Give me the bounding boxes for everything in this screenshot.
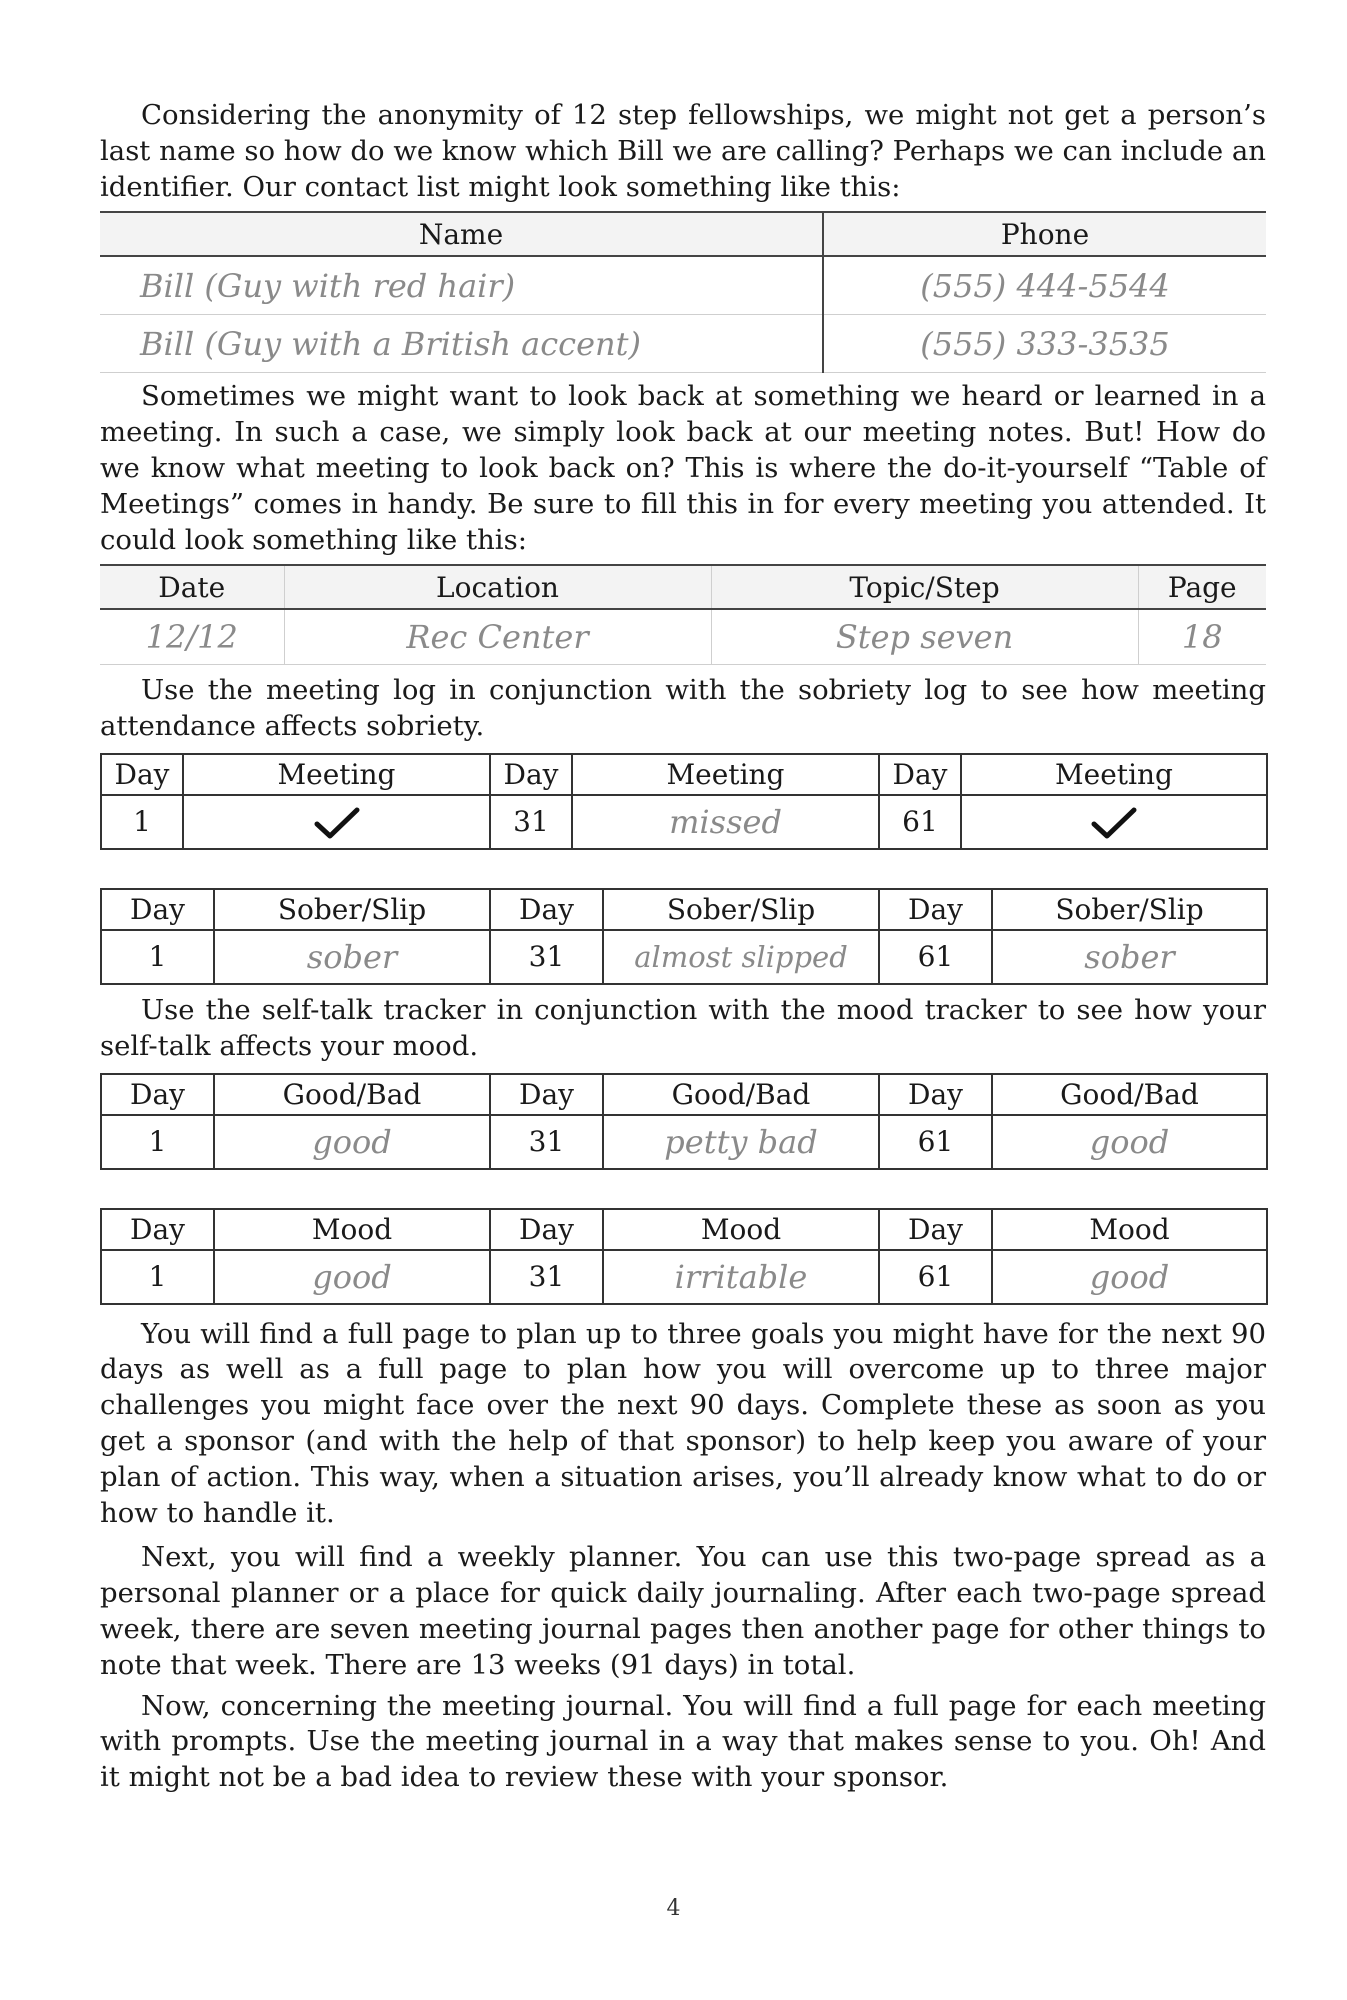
contact-name: Bill (Guy with red hair) [100,256,823,315]
day-header: Day [879,1074,992,1115]
meeting-topic: Step seven [711,609,1138,665]
contact-phone: (555) 333-3535 [823,315,1266,373]
mood-value: irritable [603,1250,879,1304]
day-header: Day [490,1074,603,1115]
day-header: Day [101,1209,214,1250]
day-value: 61 [879,1115,992,1169]
good-bad-header: Good/Bad [214,1074,490,1115]
meeting-log-paragraph: Use the meeting log in conjunction with the sobriety log to see how meeting attendance affects sobriety. [100,674,1266,743]
sobriety-value: sober [214,930,490,984]
contacts-table [100,211,1266,373]
day-value: 1 [101,795,183,849]
table-header-row [100,212,1266,256]
day-value: 61 [879,795,961,849]
day-header: Day [490,1209,603,1250]
day-value: 31 [490,795,572,849]
day-value: 31 [490,930,603,984]
checkmark-icon [314,806,360,840]
table-header-row [101,1074,1267,1115]
meeting-header: Meeting [183,754,490,795]
mood-header: Mood [992,1209,1267,1250]
date-header: Date [100,565,284,609]
table-row [100,315,1266,373]
day-value: 31 [490,1115,603,1169]
self-talk-value: good [214,1115,490,1169]
table-row [101,930,1267,984]
meeting-attended-cell [183,795,490,849]
intro-paragraph: Considering the anonymity of 12 step fellowships, we might not get a person’s last name so how do we know which Bill we are calling? Perhaps we can include an identifier. Our contact list might look something like this: [100,99,1266,203]
self-talk-value: good [992,1115,1267,1169]
journal-paragraph: Now, concerning the meeting journal. You will find a full page for each meeting with prompts. Use the meeting journal in a way that makes sense to you. Oh! And it might not be a bad idea to review these with your sponsor. [100,1689,1266,1794]
sobriety-value: sober [992,930,1267,984]
contact-name: Bill (Guy with a British accent) [100,315,823,373]
topic-header: Topic/Step [711,565,1138,609]
phone-header: Phone [823,212,1266,256]
location-header: Location [284,565,711,609]
contact-phone: (555) 444-5544 [823,256,1266,315]
day-value: 1 [101,930,214,984]
self-talk-paragraph: Use the self-talk tracker in conjunction with the mood tracker to see how your self-talk affects your mood. [100,993,1266,1062]
table-header-row [101,1209,1267,1250]
mood-value: good [214,1250,490,1304]
mood-header: Mood [214,1209,490,1250]
day-value: 1 [101,1115,214,1169]
day-header: Day [879,1209,992,1250]
day-header: Day [490,754,572,795]
day-header: Day [879,889,992,930]
name-header: Name [100,212,823,256]
sobriety-value: almost slipped [603,930,879,984]
good-bad-header: Good/Bad [992,1074,1267,1115]
page-header: Page [1138,565,1266,609]
meeting-log-table [100,753,1268,850]
meeting-notes-paragraph: Sometimes we might want to look back at something we heard or learned in a meeting. In such a case, we simply look back at our meeting notes. But! How do we know what meeting to look back on? This is where the do-it-yourself “Table of Meetings” comes in handy. Be sure to fill this in for every meeting you attended. It could look something like this: [100,380,1266,556]
checkmark-icon [1091,806,1137,840]
sober-slip-header: Sober/Slip [603,889,879,930]
self-talk-log-table [100,1073,1268,1170]
table-header-row [101,889,1267,930]
meeting-header: Meeting [961,754,1267,795]
meeting-attended-cell [961,795,1267,849]
sober-slip-header: Sober/Slip [214,889,490,930]
day-header: Day [101,754,183,795]
table-row [101,1250,1267,1304]
sober-slip-header: Sober/Slip [992,889,1267,930]
day-value: 61 [879,930,992,984]
mood-header: Mood [603,1209,879,1250]
sobriety-log-table [100,888,1268,985]
meetings-table [100,564,1266,665]
meeting-header: Meeting [572,754,879,795]
goals-paragraph: You will find a full page to plan up to three goals you might have for the next 90 days as well as a full page to plan how you will overcome up to three major challenges you might face over the next 90 days. Complete these as soon as you get a sponsor (and with the help of that sponsor) to help keep you aware of your plan of action. This way, when a situation arises, you’ll already know what to do or how to handle it. [100,1317,1266,1529]
day-header: Day [490,889,603,930]
document-page [100,98,1266,1796]
meeting-page: 18 [1138,609,1266,665]
self-talk-value: petty bad [603,1115,879,1169]
table-header-row [101,754,1267,795]
good-bad-header: Good/Bad [603,1074,879,1115]
meeting-date: 12/12 [100,609,284,665]
mood-value: good [992,1250,1267,1304]
table-header-row [100,565,1266,609]
table-row [101,795,1267,849]
mood-log-table [100,1208,1268,1305]
day-header: Day [101,1074,214,1115]
table-row [101,1115,1267,1169]
meeting-value: missed [572,795,879,849]
table-row [100,256,1266,315]
page-number: 4 [666,1896,681,1921]
day-value: 1 [101,1250,214,1304]
planner-paragraph: Next, you will find a weekly planner. You can use this two-page spread as a personal planner or a place for quick daily journaling. After each two-page spread week, there are seven meeting journal pages then another page for other things to note that week. There are 13 weeks (91 days) in total. [100,1541,1266,1681]
day-header: Day [101,889,214,930]
meeting-location: Rec Center [284,609,711,665]
day-value: 31 [490,1250,603,1304]
day-value: 61 [879,1250,992,1304]
table-row [100,609,1266,665]
day-header: Day [879,754,961,795]
